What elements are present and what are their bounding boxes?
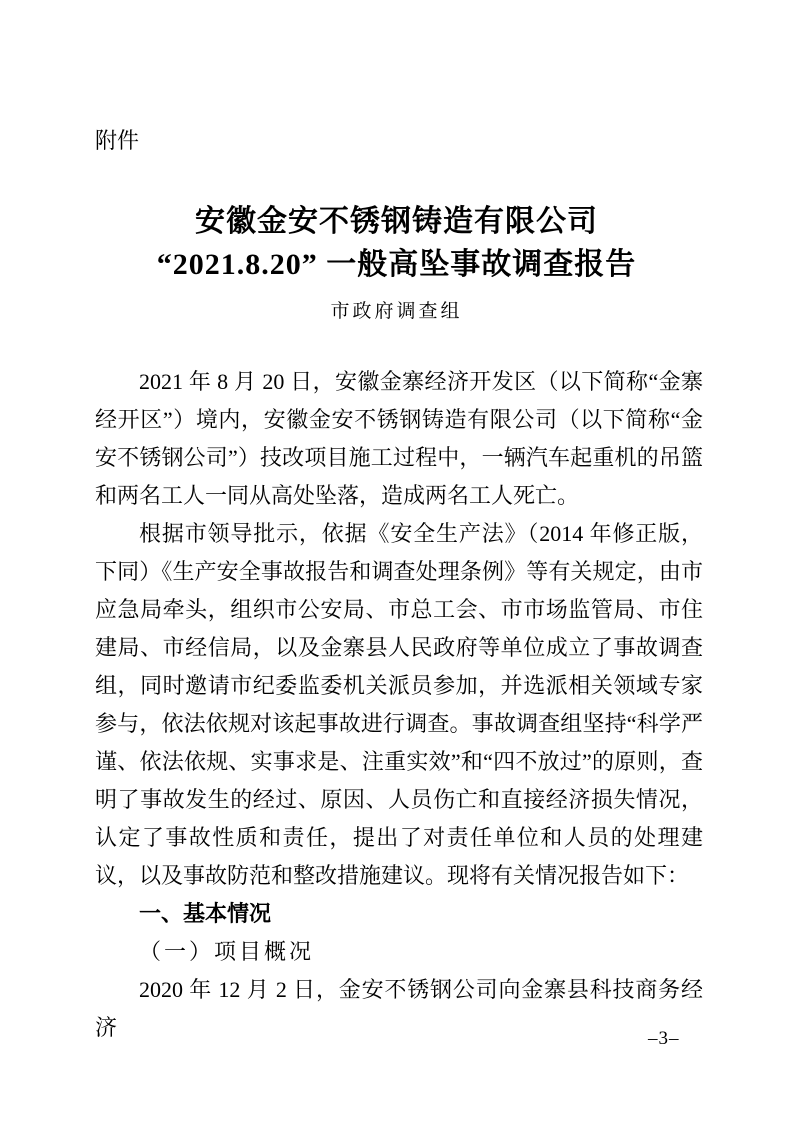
document-title-line-2: “2021.8.20” 一般高坠事故调查报告: [156, 248, 637, 281]
page-number: –3–: [648, 1028, 680, 1049]
paragraph-investigation-setup: 根据市领导批示，依据《安全生产法》（2014 年修正版，下同）《生产安全事故报告和调查处理条例》等有关规定，由市应急局牵头，组织市公安局、市总工会、市市场监管局、市住建局、市经信局，以及金寨县人民政府等单位成立了事故调查组，同时邀请市纪委监委机关派员参加，并选派相关领域专家参与，依法依规对该起事故进行调查。事故调查组坚持“科学严谨、依法依规、实事求是、注重实效”和“四不放过”的原则，查明了事故发生的经过、原因、人员伤亡和直接经济损失情况，认定了事故性质和责任，提出了对责任单位和人员的处理建议，以及事故防范和整改措施建议。现将有关情况报告如下：: [95, 521, 703, 888]
document-title-line-1: 安徽金安不锈钢铸造有限公司: [195, 205, 598, 238]
title-block: [0, 200, 793, 323]
paragraph-project-overview-start: 2020 年 12 月 2 日，金安不锈钢公司向金寨县科技商务经济: [95, 977, 703, 1040]
paragraph-incident-summary: 2021 年 8 月 20 日，安徽金寨经济开发区（以下简称“金寨经开区”）境内，安徽金安不锈钢铸造有限公司（以下简称“金安不锈钢公司”）技改项目施工过程中，一辆汽车起重机的吊篮和两名工人一同从高处坠落，造成两名工人死亡。: [95, 369, 704, 508]
subsection-heading-project-overview: （一）项目概况: [139, 939, 315, 964]
document-byline: 市政府调查组: [330, 301, 463, 322]
attachment-label: 附件: [95, 128, 140, 153]
section-heading-basic-situation: 一、基本情况: [139, 901, 272, 926]
document-body: [95, 363, 703, 1047]
